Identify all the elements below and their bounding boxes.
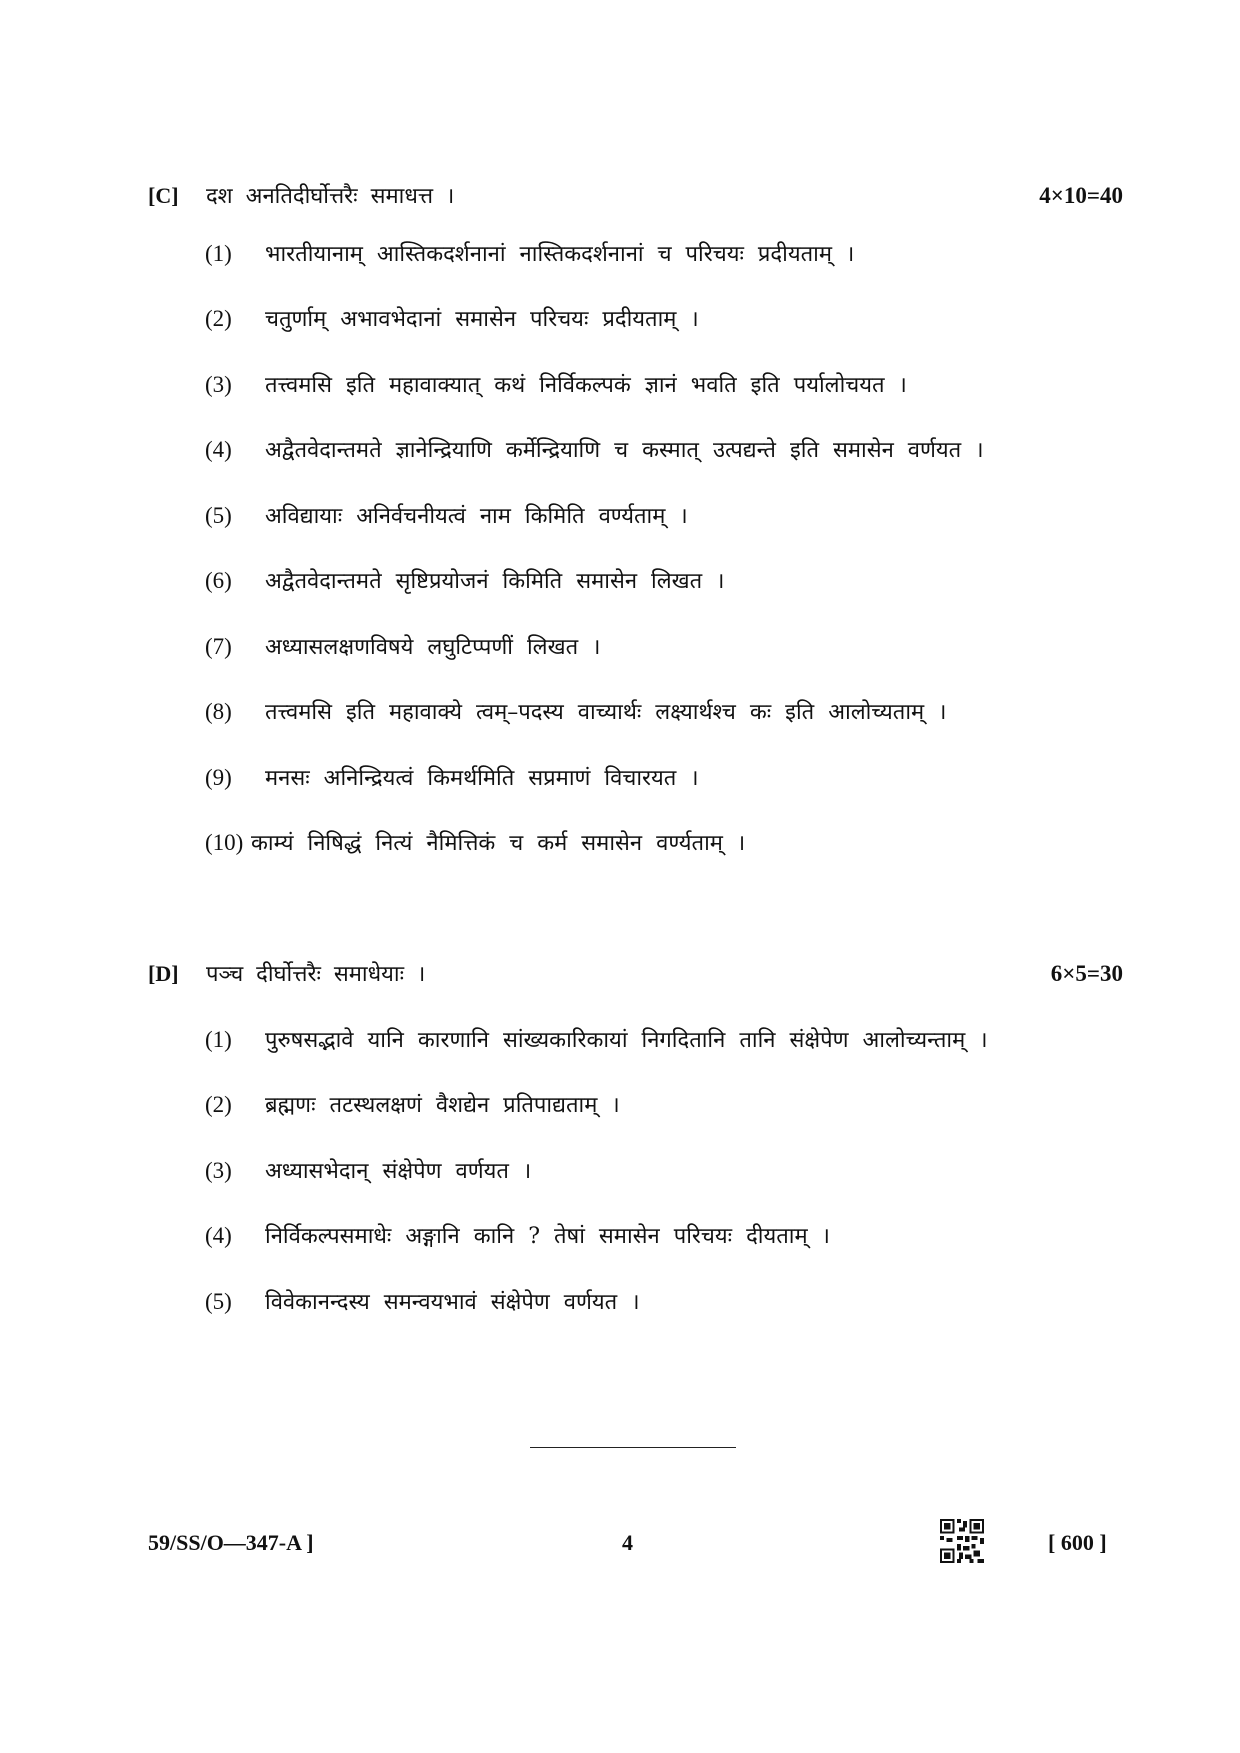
question-number: (3) [205, 372, 232, 397]
question-item [205, 1024, 1105, 1054]
question-item [205, 827, 1105, 857]
question-item [205, 238, 1105, 268]
question-text: काम्यं निषिद्धं नित्यं नैमित्तिकं च कर्म समासेन वर्ण्यताम् । [251, 831, 746, 856]
question-number: (1) [205, 241, 232, 266]
qr-code-icon [940, 1519, 984, 1563]
section-c-label: [C] [148, 183, 179, 208]
section-d-label: [D] [148, 961, 179, 986]
question-text: अद्वैतवेदान्तमते सृष्टिप्रयोजनं किमिति समासेन लिखत । [265, 569, 725, 594]
question-number: (3) [205, 1158, 232, 1183]
question-text: विवेकानन्दस्य समन्वयभावं संक्षेपेण वर्णयत । [265, 1290, 640, 1315]
question-item [205, 631, 1105, 661]
end-divider [530, 1447, 736, 1448]
question-text: निर्विकल्पसमाधेः अङ्गानि कानि ? तेषां समासेन परिचयः दीयताम् । [265, 1224, 830, 1249]
question-text: तत्त्वमसि इति महावाक्यात् कथं निर्विकल्पकं ज्ञानं भवति इति पर्यालोचयत । [265, 373, 907, 398]
question-item [205, 1089, 1105, 1119]
question-text: अविद्यायाः अनिर्वचनीयत्वं नाम किमिति वर्ण्यताम् । [265, 504, 688, 529]
question-item [205, 762, 1105, 792]
question-number: (4) [205, 437, 232, 462]
question-item [205, 696, 1105, 726]
question-number: (10) [205, 830, 244, 855]
question-item [205, 434, 1105, 464]
question-item [205, 1286, 1105, 1316]
section-c-marks: 4×10=40 [1039, 183, 1123, 208]
section-d-instruction: पञ्च दीर्घोत्तरैः समाधेयाः । [206, 962, 426, 987]
question-number: (6) [205, 568, 232, 593]
section-d-header [148, 958, 1123, 988]
question-text: अद्वैतवेदान्तमते ज्ञानेन्द्रियाणि कर्मेन्द्रियाणि च कस्मात् उत्पद्यन्ते इति समासेन वर्णयत । [265, 438, 984, 463]
page-number: 4 [622, 1530, 633, 1555]
copies-count: [ 600 ] [1048, 1530, 1107, 1555]
question-text: चतुर्णाम् अभावभेदानां समासेन परिचयः प्रदीयताम् । [265, 307, 699, 332]
question-item [205, 1220, 1105, 1250]
section-c-header [148, 180, 1123, 210]
question-number: (5) [205, 503, 232, 528]
question-number: (1) [205, 1027, 232, 1052]
question-item [205, 500, 1105, 530]
question-number: (4) [205, 1223, 232, 1248]
question-item [205, 369, 1105, 399]
question-number: (7) [205, 634, 232, 659]
question-item [205, 565, 1105, 595]
question-number: (8) [205, 699, 232, 724]
question-number: (2) [205, 1092, 232, 1117]
question-text: भारतीयानाम् आस्तिकदर्शनानां नास्तिकदर्शनानां च परिचयः प्रदीयताम् । [265, 242, 855, 267]
question-text: पुरुषसद्भावे यानि कारणानि सांख्यकारिकायां निगदितानि तानि संक्षेपेण आलोच्यन्ताम् । [265, 1028, 988, 1053]
section-d-marks: 6×5=30 [1050, 961, 1123, 986]
question-number: (9) [205, 765, 232, 790]
question-text: मनसः अनिन्द्रियत्वं किमर्थमिति सप्रमाणं विचारयत । [265, 766, 699, 791]
question-number: (2) [205, 306, 232, 331]
section-c-instruction: दश अनतिदीर्घोत्तरैः समाधत्त । [206, 184, 455, 209]
question-text: तत्त्वमसि इति महावाक्ये त्वम्–पदस्य वाच्यार्थः लक्ष्यार्थश्च कः इति आलोच्यताम् । [265, 700, 947, 725]
question-text: ब्रह्मणः तटस्थलक्षणं वैशद्येन प्रतिपाद्यताम् । [265, 1093, 620, 1118]
question-number: (5) [205, 1289, 232, 1314]
question-text: अध्यासलक्षणविषये लघुटिप्पणीं लिखत । [265, 635, 601, 660]
paper-code: 59/SS/O—347-A ] [148, 1530, 314, 1555]
question-item [205, 303, 1105, 333]
question-item [205, 1155, 1105, 1185]
question-text: अध्यासभेदान् संक्षेपेण वर्णयत । [265, 1159, 532, 1184]
